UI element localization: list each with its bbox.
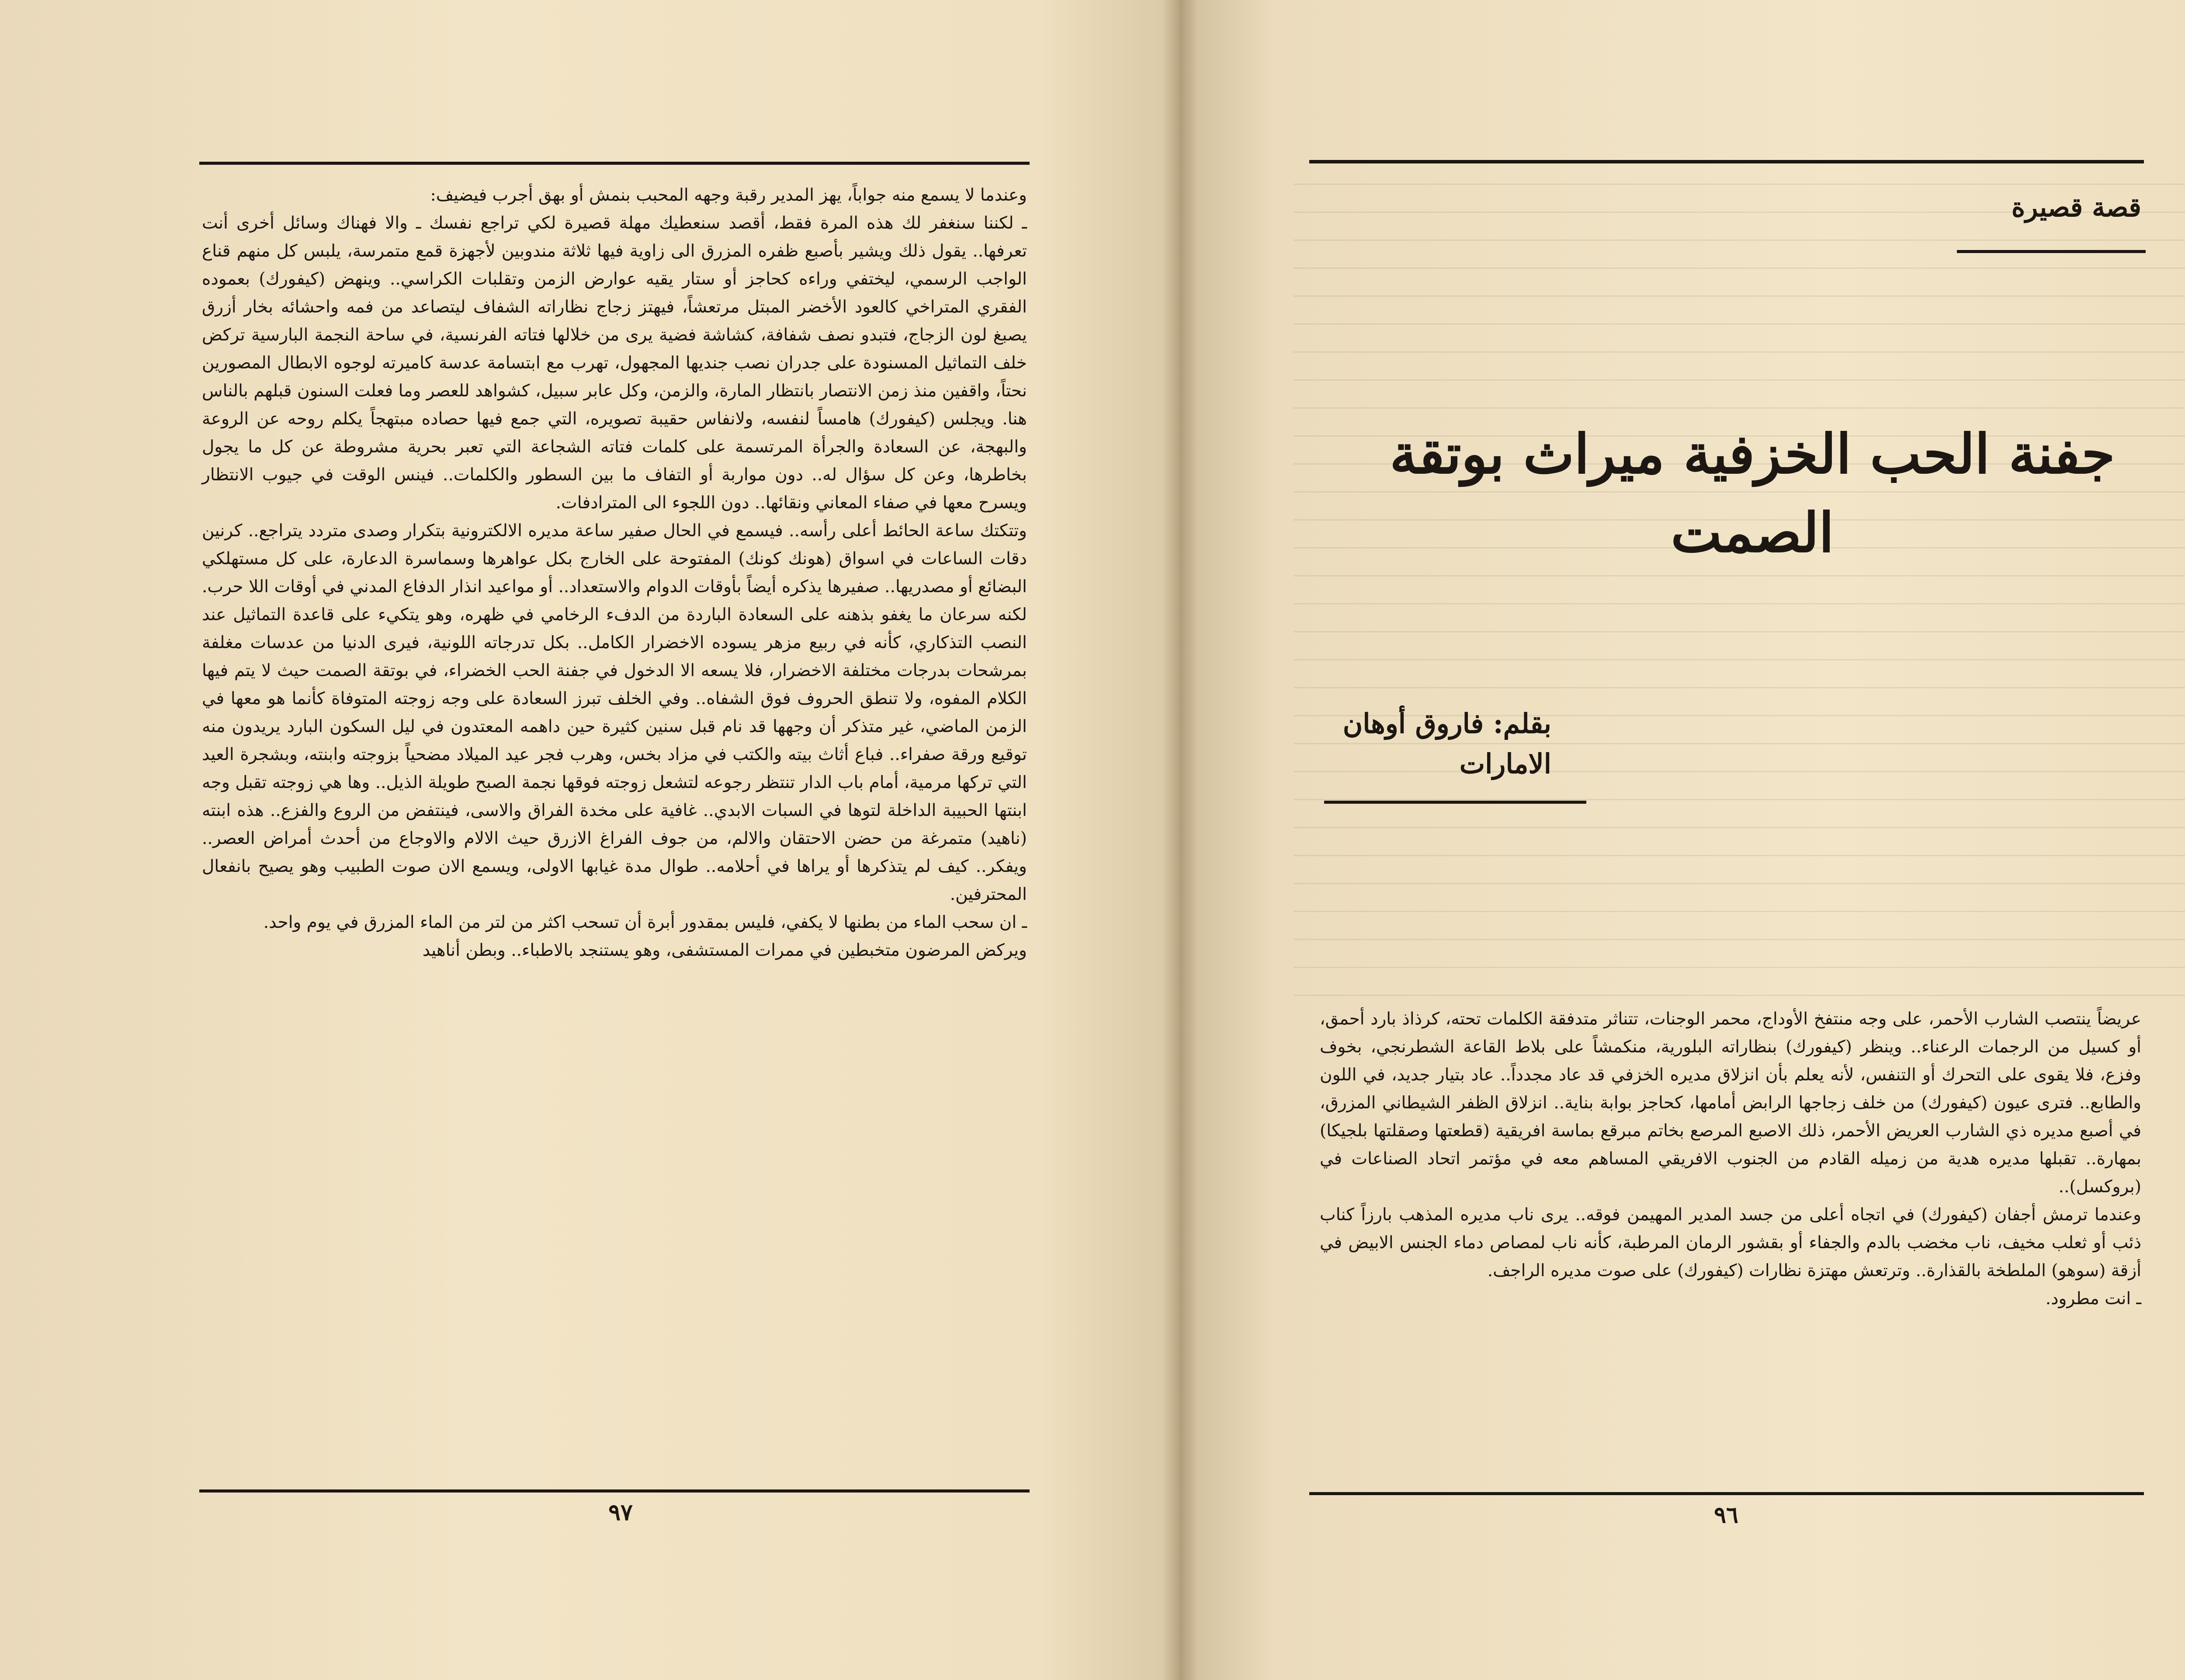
paragraph: وعندما ترمش أجفان (كيفورك) في اتجاه أعلى من جسد المدير المهيمن فوقه.. يرى ناب مديره المذهب بارزاً كناب ذئب أو ثعلب مخيف، ناب مخضب بالدم والجفاء أو بقشور الرمان المرطبة، كأنه ناب لمصاص دماء الجنس الابيض في أزقة (سوهو) الملطخة بالقذارة.. وترتعش مهتزة نظارات (كيفورك) على صوت مديره الراجف. <box>1320 1205 2141 1281</box>
paragraph: وعندما لا يسمع منه جواباً، يهز المدير رقبة وجهه المحبب بنمش أو بهق أجرب فيضيف: <box>430 185 1027 205</box>
byline-prefix: بقلم: <box>1493 708 1551 739</box>
section-label: قصة قصيرة <box>2011 192 2141 223</box>
right-page-body <box>1320 1005 2141 1490</box>
page-number: ٩٦ <box>1714 1502 1738 1528</box>
top-rule <box>1309 160 2144 163</box>
section-label-underline <box>1957 250 2146 253</box>
left-page-body <box>202 181 1027 1466</box>
right-page <box>1180 0 2185 1680</box>
bottom-rule <box>1309 1492 2144 1495</box>
paragraph: ـ لكننا سنغفر لك هذه المرة فقط، أقصد سنعطيك مهلة قصيرة لكي تراجع نفسك ـ والا فهناك وسائل أخرى أنت تعرفها.. يقول ذلك ويشير بأصبع ظفره المزرق الى زاوية فيها ثلاثة مندوبين لأجهزة قمع متمرسة، يلبس كل منهم قناع الواجب الرسمي، ليختفي وراءه كحاجز أو ستار يقيه عوارض الزمن وتقلبات الكراسي.. وينهض (كيفورك) بعموده الفقري المتراخي كالعود الأخضر المبتل مرتعشاً، فيهتز زجاج نظاراته الشفاف ليتصاعد من فمه واحشائه بخار أزرق يصبغ لون الزجاج، فتبدو نصف شفافة، كشاشة فضية يرى من خلالها فتاته الفرنسية، في ساحة النجمة البارسية تركض خلف التماثيل المسنودة على جدران نصب جنديها المجهول، تهرب مع ابتسامة عدسة كاميرته لوجوه الابطال المصورين نحتاً، واقفين منذ زمن الانتصار بانتظار المارة، والزمن، وكل عابر سبيل، كشواهد للعصر وما فعلت السنون قبلهم بالناس هنا. ويجلس (كيفورك) هامساً لنفسه، ولانفاس حقيبة تصويره، التي جمع فيها حصاده مبتهجاً يكلم روحه عن الروعة والبهجة، عن السعادة والجرأة المرتسمة على كلمات فتاته الشجاعة التي تعبر بحرية مشروطة عن كل ما يجول بخاطرها، وعن كل سؤال له.. دون مواربة أو التفاف ما بين السطور والكلمات.. فينس الوقت في جيوب الانتظار ويسرح معها في صفاء المعاني ونقائها.. دون اللجوء الى المترادفات. <box>202 213 1027 513</box>
author-name: فاروق أوهان <box>1342 708 1484 739</box>
paragraph: عريضاً ينتصب الشارب الأحمر، على وجه منتفخ الأوداج، محمر الوجنات، تتناثر متدفقة الكلمات تحته، كرذاذ بارد أحمق، أو كسيل من الرجمات الرعناء.. وينظر (كيفورك) بنظاراته البلورية، منكمشاً على بلاط القاعة الشطرنجي، بخوف وفزع، فلا يقوى على التحرك أو التنفس، لأنه يعلم بأن انزلاق مديره الخزفي قد عاد مجدداً.. عاد بتيار جديد، في اللون والطابع.. فترى عيون (كيفورك) من خلف زجاجها الرابض أمامها، كحاجز بوابة بناية.. انزلاق الظفر الشيطاني المزرق، في أصبع مديره ذي الشارب العريض الأحمر، ذلك الاصبع المرصع بخاتم مبرقع بماسة افريقية (قطعتها وصقلتها بلجيكا) بمهارة.. تقبلها مديره هدية من زميله القادم من الجنوب الافريقي المساهم معه في مؤتمر اتحاد الصناعات في (بروكسل).. <box>1320 1009 2141 1197</box>
page-number: ٩٧ <box>608 1499 633 1526</box>
bleed-through-texture <box>1294 184 2185 1023</box>
story-title: جفنة الحب الخزفية ميراث بوتقة الصمت <box>1390 423 2115 565</box>
paragraph: وتتكتك ساعة الحائط أعلى رأسه.. فيسمع في الحال صفير ساعة مديره الالكترونية بتكرار وصدى متردد يتراجع.. كرنين دقات الساعات في اسواق (هونك كونك) المفتوحة على الخارج بكل عواهرها وسماسرة الدعارة، على كل مستهلكي البضائع أو مصدريها.. صفيرها يذكره أيضاً بأوقات الدوام والاستعداد.. أو مواعيد انذار الدفاع المدني في أوقات اللا حرب. لكنه سرعان ما يغفو بذهنه على السعادة الباردة من الدفء الرخامي في ظهره، وهو يتكيء على قاعدة التماثيل عند النصب التذكاري، كأنه في ربيع مزهر يسوده الاخضرار الكامل.. بكل تدرجاته اللونية، فيرى الدنيا من عدسات مغلفة بمرشحات بدرجات مختلفة الاخضرار، فلا يسعه الا الدخول في جفنة الحب الخضراء، في بوتقة الصمت حيث لا يتم فيها الكلام المفوه، ولا تنطق الحروف فوق الشفاه.. وفي الخلف تبرز السعادة على وجه زوجته المتوفاة كأنما هو معها في الزمن الماضي، غير متذكر أن وجهها قد نام قبل سنين كثيرة حين داهمه المعتدون في ليل السكون البارد يريدون منه توقيع ورقة صفراء.. فباع أثاث بيته والكتب في مزاد بخس، وهرب فجر عيد الميلاد مضحياً بزوجته وابنته، وبشجرة العيد التي تركها مرمية، أمام باب الدار تنتظر رجوعه لتشعل زوجته فوقها نجمة الصبح طويلة الذيل.. وها هي زوجته تقبل وجه ابنتها الحبيبة الداخلة لتوها في السبات الابدي.. غافية على مخدة الفراق والاسى، فينتفض من الروع والفزع.. هذه ابنته (ناهيد) متمرغة من حضن الاحتقان والالم، من جوف الفراغ الازرق حيث الالام والاوجاع من أحدث أمراض العصر.. ويفكر.. كيف لم يتذكرها أو يراها في أحلامه.. طوال مدة غيابها الاولى، ويسمع الان صوت الطبيب وهو يصيح بانفعال المحترفين. <box>202 521 1027 904</box>
byline <box>1324 704 1551 784</box>
paragraph: ـ انت مطرود. <box>2045 1289 2141 1309</box>
author-location: الامارات <box>1459 748 1551 780</box>
paragraph: ـ ان سحب الماء من بطنها لا يكفي، فليس بمقدور أبرة أن تسحب اكثر من لتر من الماء المزرق في يوم واحد. <box>263 913 1027 932</box>
book-gutter <box>1162 0 1197 1680</box>
byline-underline <box>1324 801 1586 804</box>
top-rule <box>199 162 1030 165</box>
paragraph: ويركض المرضون متخبطين في ممرات المستشفى، وهو يستنجد بالاطباء.. وبطن أناهيد <box>422 941 1027 960</box>
bottom-rule <box>199 1489 1030 1493</box>
